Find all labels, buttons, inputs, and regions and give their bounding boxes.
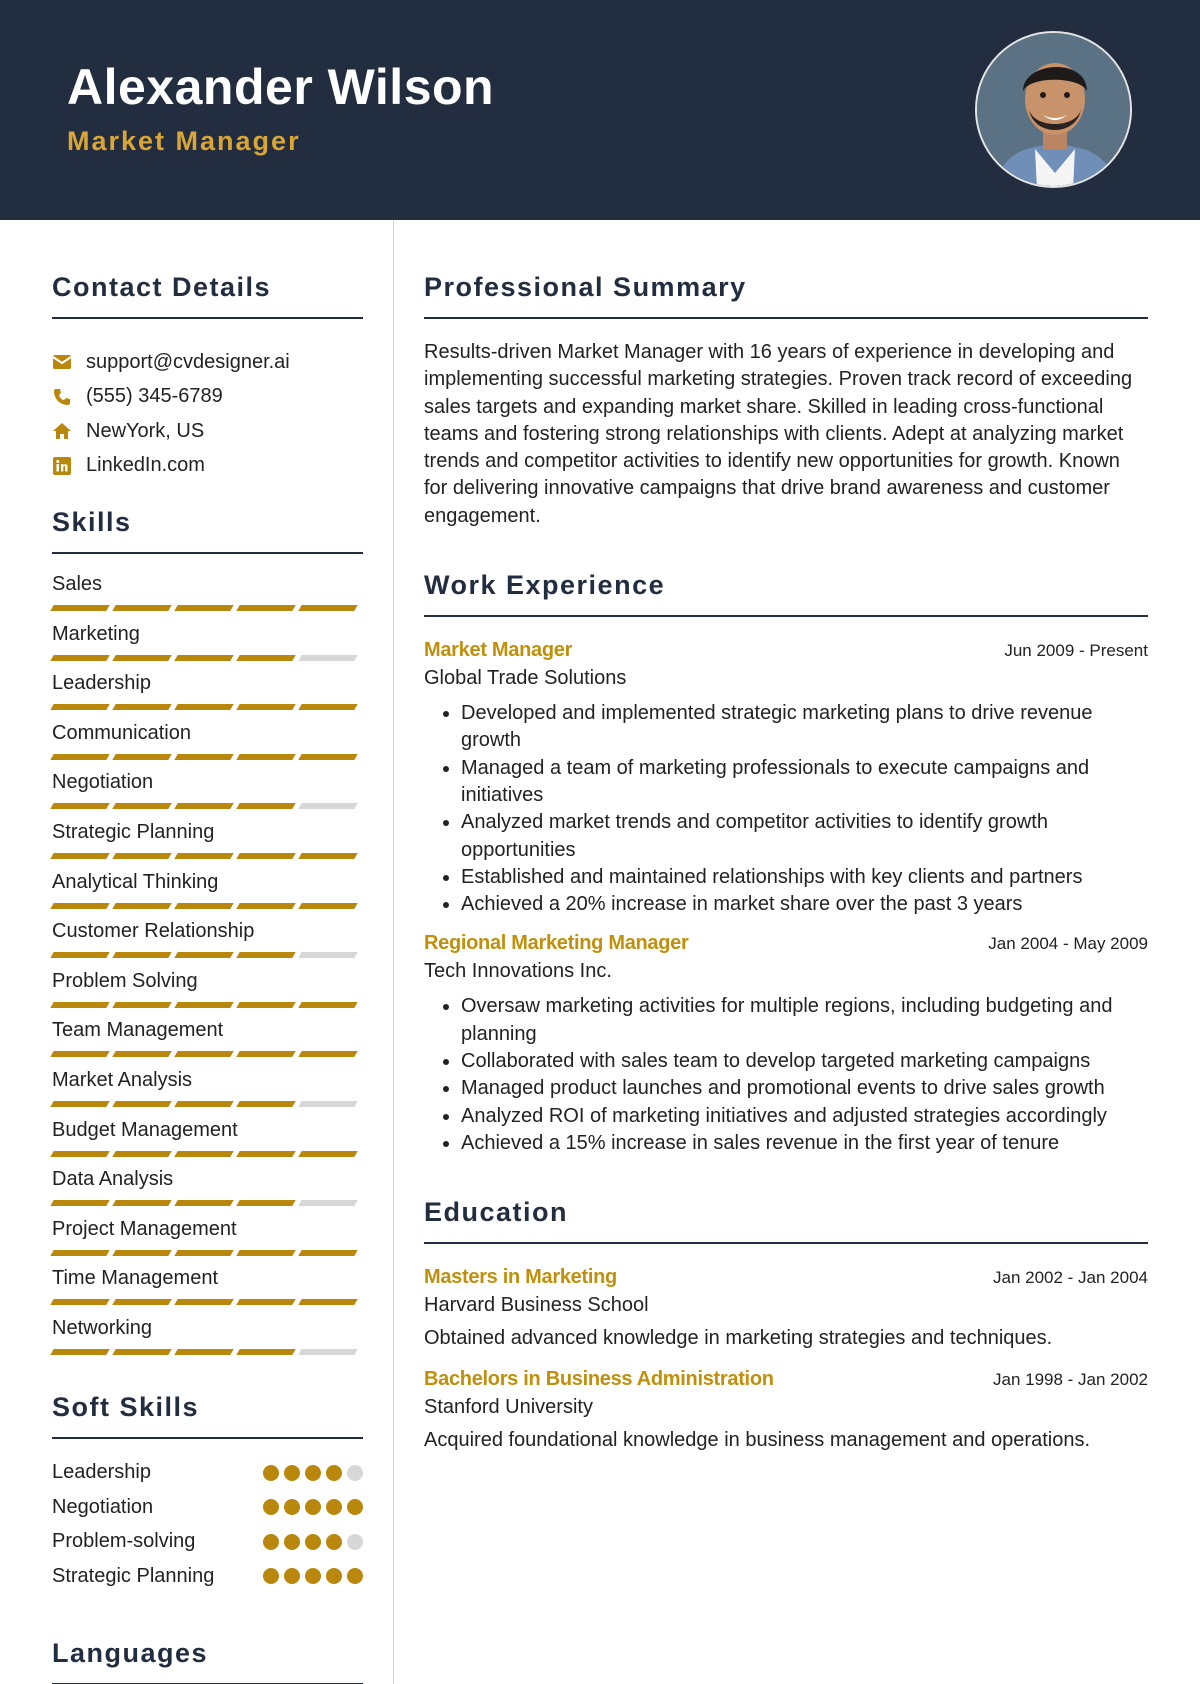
skill-level-segment	[112, 803, 171, 809]
skill-level-segment	[298, 853, 357, 859]
candidate-name: Alexander Wilson	[67, 59, 495, 115]
skill-level-segment	[236, 1051, 295, 1057]
skill-level-bars	[52, 1349, 363, 1355]
skill-level-segment	[112, 1002, 171, 1008]
skill-level-segment	[298, 1299, 357, 1305]
education-entry	[424, 1266, 1148, 1350]
skill-level-segment	[236, 1299, 295, 1305]
skill-level-bars	[52, 853, 363, 859]
skill-level-bars	[52, 952, 363, 958]
rating-dot	[326, 1465, 342, 1481]
skill-level-bars	[52, 1051, 363, 1057]
skill-level-segment	[236, 605, 295, 611]
job-bullet: • Managed a team of marketing professionals to execute campaigns and initiatives	[461, 755, 1148, 810]
skill-level-segment	[174, 803, 233, 809]
skill-level-segment	[50, 655, 109, 661]
degree-description: Acquired foundational knowledge in business management and operations.	[424, 1429, 1091, 1452]
soft-skill-label: Negotiation	[52, 1495, 154, 1518]
soft-skill-label: Leadership	[52, 1461, 151, 1484]
skills-title: Skills	[52, 507, 363, 554]
job-entry	[424, 639, 1148, 918]
soft-skill-label: Problem-solving	[52, 1530, 196, 1553]
skill-level-segment	[50, 1349, 109, 1355]
job-bullet: • Oversaw marketing activities for multiple regions, including budgeting and planning	[461, 993, 1148, 1048]
skill-label: Problem Solving	[52, 969, 198, 992]
degree-title: Masters in Marketing	[424, 1266, 617, 1289]
degree-date: Jan 1998 - Jan 2002	[992, 1370, 1148, 1390]
soft-skill-rating	[263, 1568, 363, 1584]
avatar	[975, 31, 1132, 188]
rating-dot	[347, 1568, 363, 1584]
skill-level-segment	[236, 903, 295, 909]
degree-title: Bachelors in Business Administration	[424, 1368, 774, 1391]
skill-level-bars	[52, 1101, 363, 1107]
job-bullets	[424, 700, 1148, 918]
skill-level-segment	[50, 952, 109, 958]
profile-photo	[977, 33, 1132, 188]
rating-dot	[347, 1465, 363, 1481]
contact-linkedin[interactable]	[52, 449, 363, 484]
languages-title: Languages	[52, 1638, 363, 1684]
skill-label: Data Analysis	[52, 1168, 174, 1191]
skill-level-segment	[112, 605, 171, 611]
skill-level-segment	[112, 1051, 171, 1057]
skill-level-segment	[50, 1250, 109, 1256]
skill-level-segment	[50, 1151, 109, 1157]
skill-level-segment	[298, 1101, 357, 1107]
job-title: Market Manager	[424, 639, 573, 662]
skill-level-segment	[50, 754, 109, 760]
skill-level-segment	[174, 853, 233, 859]
skill-level-segment	[50, 704, 109, 710]
skill-level-bars	[52, 605, 363, 611]
resume-header	[0, 0, 1200, 220]
skill-level-segment	[174, 754, 233, 760]
degree-date: Jan 2002 - Jan 2004	[992, 1268, 1148, 1288]
skill-level-segment	[174, 1002, 233, 1008]
skill-label: Leadership	[52, 672, 151, 695]
skill-row	[52, 1262, 363, 1312]
skill-level-segment	[112, 1250, 171, 1256]
skill-level-segment	[236, 1101, 295, 1107]
skill-level-segment	[112, 1151, 171, 1157]
skill-label: Project Management	[52, 1217, 237, 1240]
skill-level-segment	[50, 803, 109, 809]
skill-row	[52, 816, 363, 866]
skill-row	[52, 1114, 363, 1164]
skill-level-segment	[298, 605, 357, 611]
right-column	[424, 220, 1148, 1452]
skill-level-segment	[112, 754, 171, 760]
job-entry	[424, 932, 1148, 1157]
skill-level-segment	[174, 903, 233, 909]
rating-dot	[284, 1534, 300, 1550]
rating-dot	[305, 1568, 321, 1584]
contact-phone[interactable]	[52, 380, 363, 415]
skill-level-segment	[236, 1250, 295, 1256]
skill-row	[52, 965, 363, 1015]
skill-level-segment	[50, 903, 109, 909]
soft-skill-rating	[263, 1534, 363, 1550]
skill-level-segment	[112, 655, 171, 661]
job-bullet: • Analyzed market trends and competitor activities to identify growth opportunities	[461, 809, 1148, 864]
rating-dot	[347, 1534, 363, 1550]
skills-section	[52, 507, 363, 1362]
skill-label: Marketing	[52, 622, 140, 645]
rating-dot	[284, 1568, 300, 1584]
job-bullet: • Managed product launches and promotional events to drive sales growth	[461, 1075, 1148, 1102]
skill-level-segment	[298, 1151, 357, 1157]
envelope-icon	[52, 352, 72, 372]
soft-skills-section	[52, 1392, 363, 1594]
soft-skill-rating	[263, 1499, 363, 1515]
job-bullet: • Established and maintained relationships with key clients and partners	[461, 864, 1148, 891]
school-name: Stanford University	[424, 1396, 593, 1419]
skill-row	[52, 1163, 363, 1213]
skill-label: Communication	[52, 721, 191, 744]
skill-label: Time Management	[52, 1267, 218, 1290]
job-date: Jan 2004 - May 2009	[988, 934, 1148, 954]
skill-level-segment	[112, 952, 171, 958]
soft-skills-title: Soft Skills	[52, 1392, 363, 1439]
rating-dot	[305, 1499, 321, 1515]
skill-level-bars	[52, 704, 363, 710]
soft-skill-row	[52, 1525, 363, 1560]
left-column	[52, 220, 363, 1684]
skill-level-segment	[112, 1101, 171, 1107]
skill-level-segment	[112, 704, 171, 710]
rating-dot	[326, 1499, 342, 1515]
skill-level-segment	[174, 655, 233, 661]
rating-dot	[284, 1465, 300, 1481]
skill-level-segment	[298, 1051, 357, 1057]
skill-level-segment	[174, 1200, 233, 1206]
skill-level-bars	[52, 1002, 363, 1008]
rating-dot	[263, 1499, 279, 1515]
skill-label: Strategic Planning	[52, 820, 215, 843]
linkedin-icon	[52, 456, 72, 476]
skill-row	[52, 1213, 363, 1263]
skill-level-segment	[236, 853, 295, 859]
skill-row	[52, 866, 363, 916]
skill-level-segment	[50, 853, 109, 859]
skill-level-segment	[236, 1151, 295, 1157]
skill-level-segment	[298, 754, 357, 760]
skill-level-bars	[52, 803, 363, 809]
school-name: Harvard Business School	[424, 1294, 649, 1317]
skill-label: Negotiation	[52, 771, 154, 794]
skill-level-segment	[298, 903, 357, 909]
skill-level-bars	[52, 1200, 363, 1206]
contact-email[interactable]	[52, 345, 363, 380]
rating-dot	[284, 1499, 300, 1515]
education-section	[424, 1197, 1148, 1452]
education-entry	[424, 1368, 1148, 1452]
languages-section	[52, 1638, 363, 1684]
rating-dot	[347, 1499, 363, 1515]
skill-level-segment	[112, 853, 171, 859]
skill-level-segment	[298, 704, 357, 710]
skill-level-segment	[112, 1299, 171, 1305]
soft-skill-rating	[263, 1465, 363, 1481]
rating-dot	[326, 1568, 342, 1584]
skill-label: Budget Management	[52, 1118, 238, 1141]
summary-title: Professional Summary	[424, 272, 1148, 319]
skill-label: Networking	[52, 1316, 153, 1339]
skill-level-segment	[50, 1002, 109, 1008]
rating-dot	[263, 1465, 279, 1481]
skill-level-segment	[50, 1051, 109, 1057]
skill-level-bars	[52, 1151, 363, 1157]
skill-row	[52, 618, 363, 668]
experience-title: Work Experience	[424, 570, 1148, 617]
skill-label: Team Management	[52, 1019, 224, 1042]
contact-location	[52, 414, 363, 449]
skill-row	[52, 1014, 363, 1064]
job-bullets	[424, 993, 1148, 1157]
job-bullet: • Achieved a 20% increase in market share over the past 3 years	[461, 891, 1148, 918]
skill-level-segment	[112, 1200, 171, 1206]
job-company: Global Trade Solutions	[424, 667, 627, 690]
skill-level-segment	[298, 1349, 357, 1355]
summary-text: Results-driven Market Manager with 16 years of experience in developing and implementing successful marketing strategies. Proven track record of exceeding sales targets and expanding market share. Skilled in leading cross-functional teams and fostering strong relationships with clients. Adept at analyzing market trends and competitor activities to identify new opportunities for growth. Known for delivering innovative campaigns that drive brand awareness and customer engagement.	[424, 341, 1133, 527]
skill-level-segment	[112, 1349, 171, 1355]
rating-dot	[263, 1568, 279, 1584]
skill-level-segment	[174, 1051, 233, 1057]
skill-level-bars	[52, 754, 363, 760]
summary-section	[424, 272, 1148, 530]
skill-level-bars	[52, 1299, 363, 1305]
candidate-role: Market Manager	[67, 126, 301, 156]
contact-location-text: NewYork, US	[86, 419, 205, 442]
skill-level-segment	[236, 704, 295, 710]
soft-skill-label: Strategic Planning	[52, 1564, 215, 1587]
soft-skill-row	[52, 1490, 363, 1525]
job-bullet: • Analyzed ROI of marketing initiatives and adjusted strategies accordingly	[461, 1103, 1148, 1130]
home-icon	[52, 421, 72, 441]
skill-level-segment	[50, 1101, 109, 1107]
skill-level-segment	[236, 655, 295, 661]
skill-level-segment	[174, 605, 233, 611]
skill-label: Analytical Thinking	[52, 870, 219, 893]
skill-level-segment	[50, 605, 109, 611]
job-bullet: • Collaborated with sales team to develop targeted marketing campaigns	[461, 1048, 1148, 1075]
skill-level-segment	[174, 952, 233, 958]
skill-level-segment	[50, 1200, 109, 1206]
contact-title: Contact Details	[52, 272, 363, 319]
contact-section	[52, 272, 363, 483]
skills-list	[52, 568, 363, 1362]
skill-level-bars	[52, 1250, 363, 1256]
skill-level-segment	[236, 803, 295, 809]
rating-dot	[263, 1534, 279, 1550]
skill-level-segment	[298, 1200, 357, 1206]
rating-dot	[326, 1534, 342, 1550]
contact-email-text: support@cvdesigner.ai	[86, 350, 290, 373]
job-title: Regional Marketing Manager	[424, 932, 689, 955]
skill-level-segment	[236, 754, 295, 760]
skill-level-segment	[236, 1349, 295, 1355]
phone-icon	[52, 387, 72, 407]
contact-phone-text: (555) 345-6789	[86, 385, 223, 408]
skill-level-segment	[174, 1101, 233, 1107]
skill-level-segment	[174, 704, 233, 710]
skill-level-bars	[52, 903, 363, 909]
job-date: Jun 2009 - Present	[1004, 641, 1148, 661]
skill-label: Sales	[52, 573, 103, 595]
skill-level-segment	[174, 1349, 233, 1355]
soft-skill-row	[52, 1456, 363, 1491]
skill-level-segment	[298, 655, 357, 661]
skill-level-bars	[52, 655, 363, 661]
experience-section	[424, 570, 1148, 1157]
skill-row	[52, 1064, 363, 1114]
skill-level-segment	[236, 1002, 295, 1008]
skill-level-segment	[298, 1250, 357, 1256]
column-divider	[393, 220, 394, 1684]
skill-row	[52, 667, 363, 717]
rating-dot	[305, 1534, 321, 1550]
skill-label: Customer Relationship	[52, 920, 255, 943]
skill-label: Market Analysis	[52, 1068, 193, 1091]
degree-description: Obtained advanced knowledge in marketing strategies and techniques.	[424, 1327, 1053, 1350]
soft-skill-row	[52, 1559, 363, 1594]
skill-row	[52, 766, 363, 816]
job-company: Tech Innovations Inc.	[424, 960, 612, 983]
skill-level-segment	[298, 952, 357, 958]
skill-row	[52, 1312, 363, 1362]
skill-row	[52, 717, 363, 767]
contact-list	[52, 345, 363, 483]
skill-row	[52, 915, 363, 965]
rating-dot	[305, 1465, 321, 1481]
skill-level-segment	[174, 1299, 233, 1305]
skill-level-segment	[174, 1151, 233, 1157]
skill-level-segment	[174, 1250, 233, 1256]
job-bullet: • Developed and implemented strategic marketing plans to drive revenue growth	[461, 700, 1148, 755]
job-bullet: • Achieved a 15% increase in sales revenue in the first year of tenure	[461, 1130, 1148, 1157]
skill-level-segment	[112, 903, 171, 909]
skill-level-segment	[236, 952, 295, 958]
education-title: Education	[424, 1197, 1148, 1244]
contact-linkedin-text: LinkedIn.com	[86, 454, 205, 477]
skill-level-segment	[236, 1200, 295, 1206]
skill-level-segment	[298, 803, 357, 809]
skill-level-segment	[50, 1299, 109, 1305]
skill-level-segment	[298, 1002, 357, 1008]
soft-skills-list	[52, 1456, 363, 1594]
skill-row	[52, 568, 363, 618]
